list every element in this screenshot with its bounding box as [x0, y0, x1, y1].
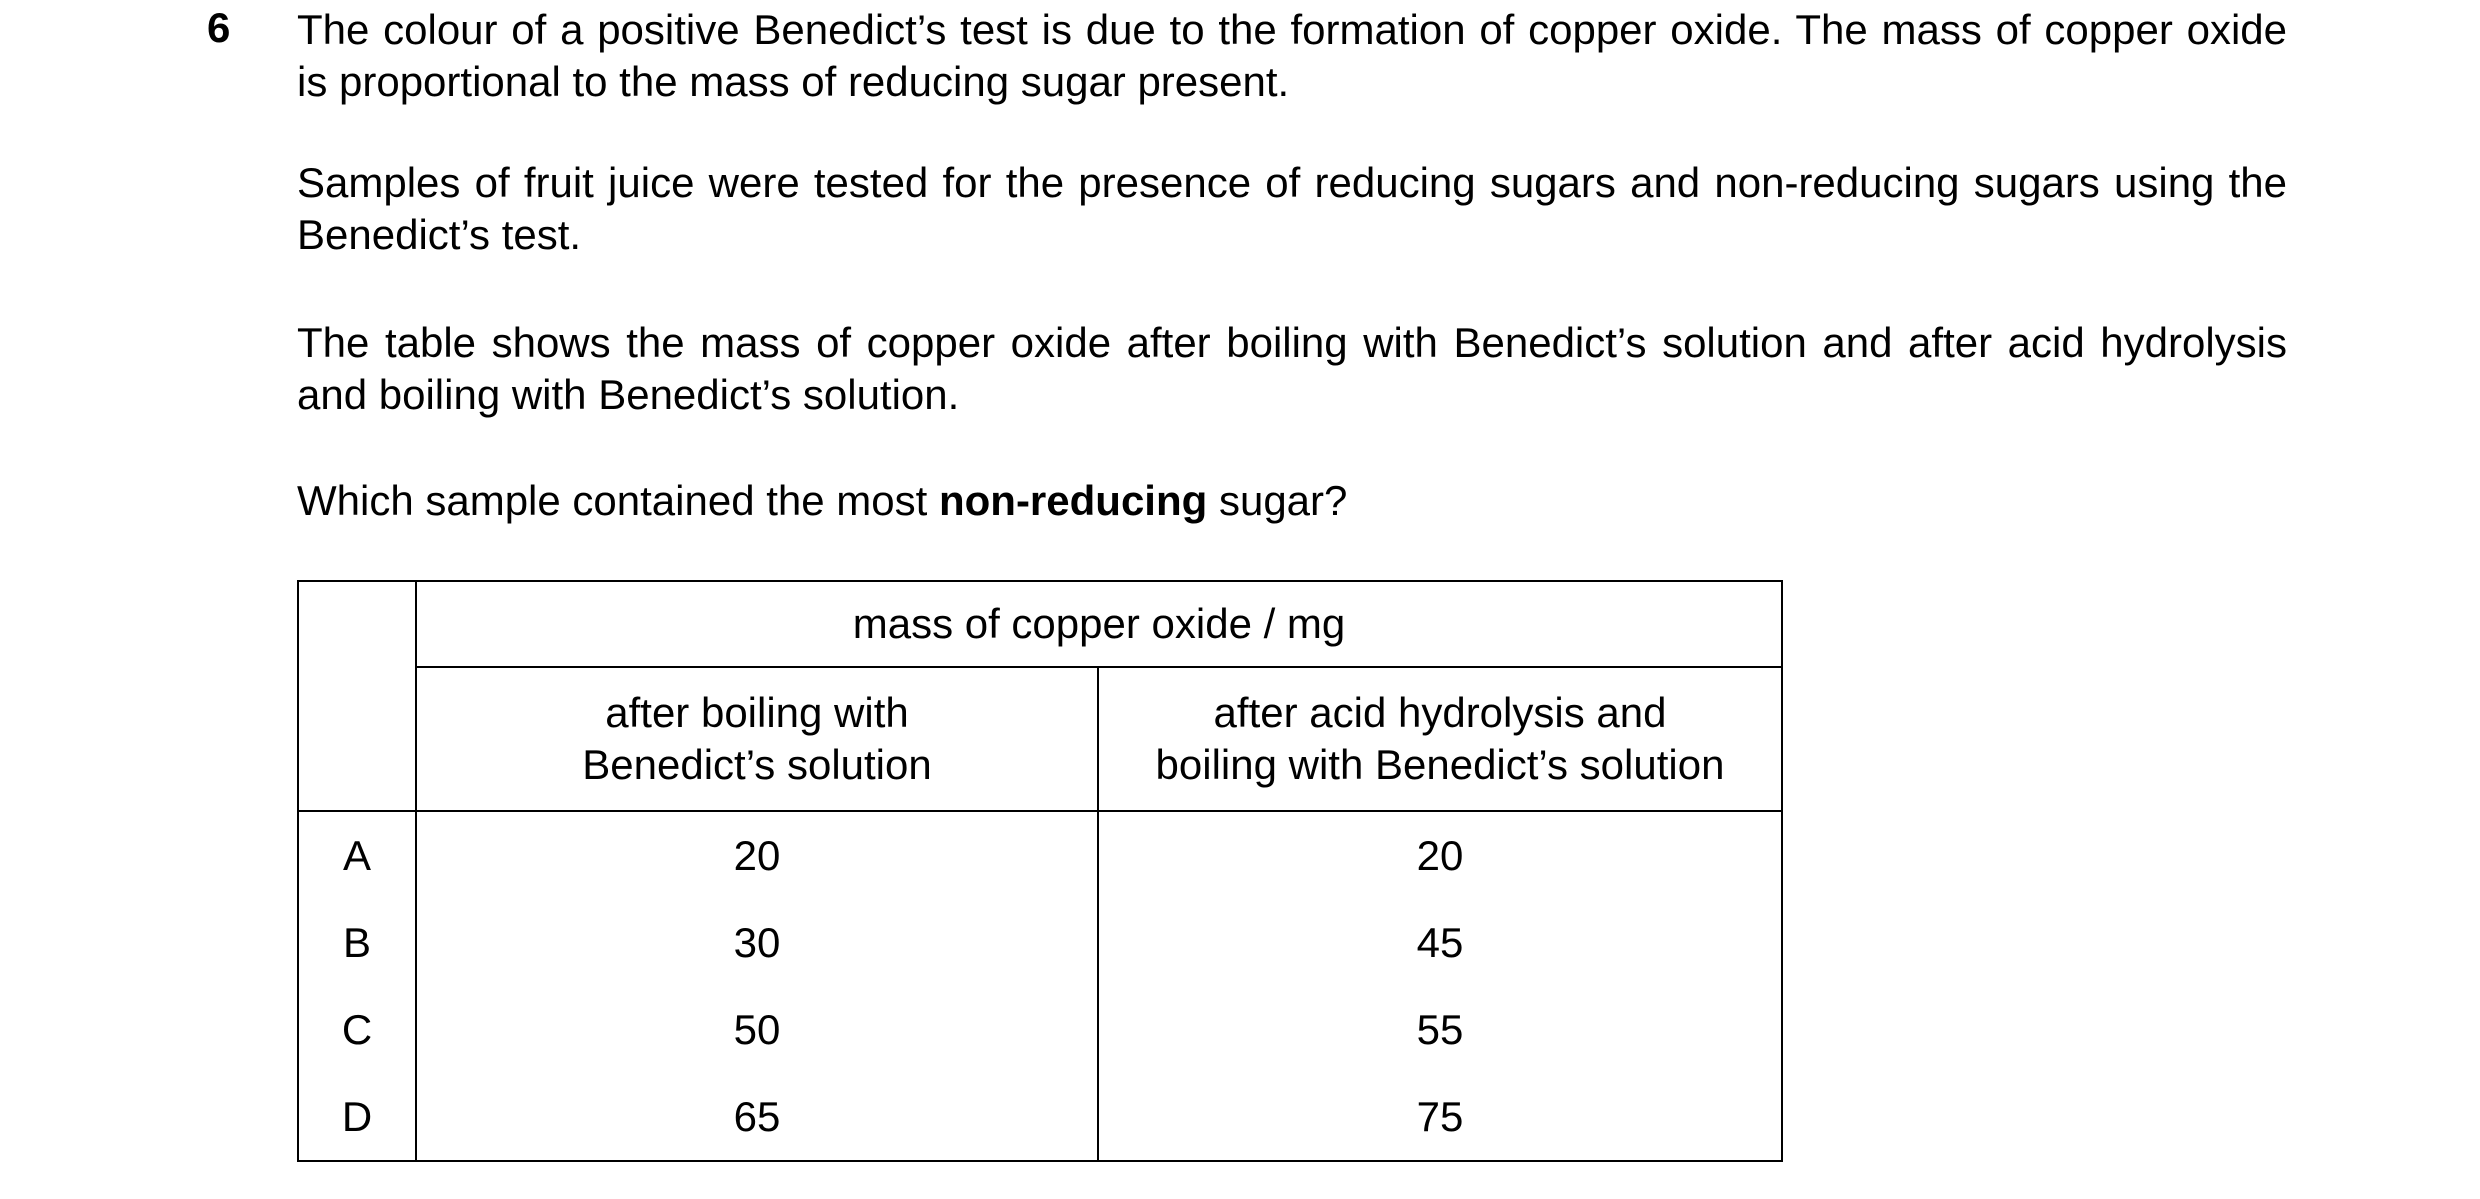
- prompt-bold-text: non-reducing: [938, 477, 1208, 524]
- cell-after-hydrolysis: 75: [1098, 1073, 1782, 1161]
- question-prompt: [297, 475, 2287, 527]
- row-label: A: [298, 811, 416, 899]
- cell-after-hydrolysis: 45: [1098, 899, 1782, 986]
- table-row: [298, 811, 1782, 899]
- row-label: C: [298, 986, 416, 1073]
- prompt-text-before: Which sample contained the most: [297, 477, 939, 524]
- column-header-line: after acid hydrolysis and: [1213, 689, 1667, 736]
- cell-after-hydrolysis: 55: [1098, 986, 1782, 1073]
- table-row: [298, 1073, 1782, 1161]
- row-label: D: [298, 1073, 416, 1161]
- column-header-line: boiling with Benedict’s solution: [1155, 741, 1725, 788]
- cell-after-boiling: 30: [416, 899, 1098, 986]
- column-header-after-boiling: [416, 667, 1098, 811]
- intro-paragraph: The colour of a positive Benedict’s test is due to the formation of copper oxide. The mass of copper oxide is proportional to the mass of reducing sugar present.: [297, 6, 2287, 105]
- question-number: 6: [207, 4, 231, 51]
- row-label: B: [298, 899, 416, 986]
- cell-after-boiling: 50: [416, 986, 1098, 1073]
- cell-after-boiling: 20: [416, 811, 1098, 899]
- column-header-line: Benedict’s solution: [582, 741, 932, 788]
- table-row: [298, 899, 1782, 986]
- method-paragraph: Samples of fruit juice were tested for the presence of reducing sugars and non-reducing sugars using the Benedict’s test.: [297, 159, 2287, 258]
- column-header-line: after boiling with: [605, 689, 909, 736]
- cell-after-boiling: 65: [416, 1073, 1098, 1161]
- copper-oxide-table: [297, 580, 1783, 1162]
- prompt-text-after: sugar?: [1207, 477, 1348, 524]
- empty-corner-cell: [298, 581, 416, 811]
- table-description-paragraph: The table shows the mass of copper oxide after boiling with Benedict’s solution and after acid hydrolysis and boiling with Benedict’s solution.: [297, 319, 2287, 418]
- group-header: mass of copper oxide / mg: [416, 581, 1782, 667]
- column-header-after-hydrolysis: [1098, 667, 1782, 811]
- cell-after-hydrolysis: 20: [1098, 811, 1782, 899]
- table-row: [298, 986, 1782, 1073]
